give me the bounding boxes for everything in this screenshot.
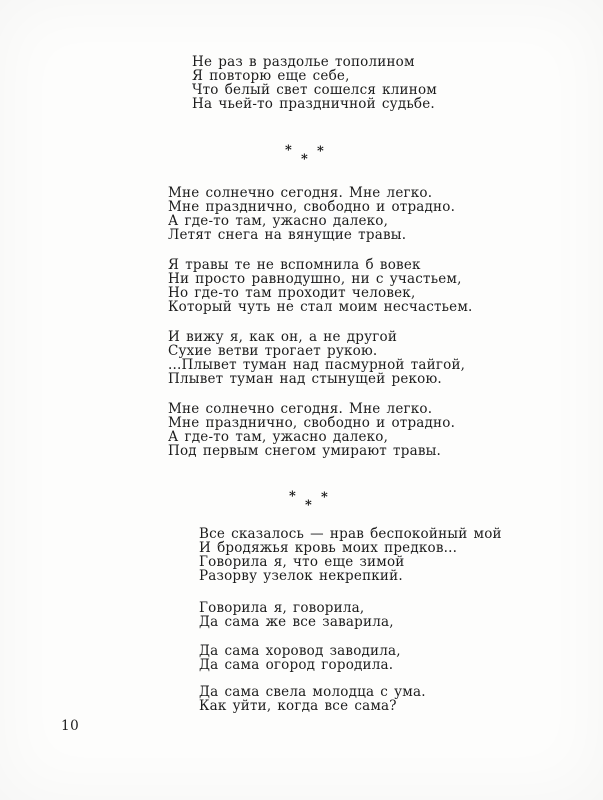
section-separator xyxy=(285,143,325,170)
poem-line: Да сама хоровод заводила, xyxy=(199,643,401,659)
page-number: 10 xyxy=(61,718,80,734)
poem-line: Не раз в раздолье тополином xyxy=(192,54,415,70)
poem-line: Под первым снегом умирают травы. xyxy=(168,443,442,459)
poem-line: Мне солнечно сегодня. Мне легко. xyxy=(168,401,433,417)
poem-line: Что белый свет сошелся клином xyxy=(192,82,437,98)
asterisk-icon: * xyxy=(289,489,296,504)
poem-line: Да сама свела молодца с ума. xyxy=(199,684,426,700)
asterisk-icon: * xyxy=(301,152,308,167)
asterisk-icon: * xyxy=(317,144,324,159)
poem-line: Говорила я, говорила, xyxy=(199,600,365,616)
stanza xyxy=(199,527,502,583)
poem-line: А где-то там, ужасно далеко, xyxy=(168,213,389,229)
poem-line: На чьей-то праздничной судьбе. xyxy=(192,96,435,112)
stanza xyxy=(168,186,455,242)
stanza xyxy=(199,685,426,713)
poem-line: Я повторю еще себе, xyxy=(192,68,350,84)
poem-line: Который чуть не стал моим несчастьем. xyxy=(168,299,473,315)
poem-line: Мне празднично, свободно и отрадно. xyxy=(168,415,456,431)
stanza xyxy=(192,55,437,111)
stanza xyxy=(168,258,473,314)
poem-line: И бродяжья кровь моих предков... xyxy=(199,540,458,556)
poem-line: Плывет туман над стынущей рекою. xyxy=(168,371,442,387)
poem-line: Говорила я, что еще зимой xyxy=(199,554,405,570)
stanza xyxy=(168,330,465,386)
poem-line: Сухие ветви трогает рукою. xyxy=(168,343,378,359)
poem-line: И вижу я, как он, а не другой xyxy=(168,329,398,345)
poem-line: Все сказалось — нрав беспокойный мой xyxy=(199,526,502,542)
poem-line: Но где-то там проходит человек, xyxy=(168,285,416,301)
stanza xyxy=(199,601,394,629)
poem-line: Как уйти, когда все сама? xyxy=(199,698,397,714)
stanza xyxy=(168,402,455,458)
poem-line: ...Плывет туман над пасмурной тайгой, xyxy=(168,357,466,373)
poem-line: Да сама же все заварила, xyxy=(199,614,394,630)
poem-line: Мне солнечно сегодня. Мне легко. xyxy=(168,185,433,201)
poem-line: А где-то там, ужасно далеко, xyxy=(168,429,389,445)
poem-line: Летят снега на вянущие травы. xyxy=(168,227,407,243)
poem-line: Я травы те не вспомнила б вовек xyxy=(168,257,421,273)
asterisk-icon: * xyxy=(321,490,328,505)
asterisk-icon: * xyxy=(305,498,312,513)
poem-line: Мне празднично, свободно и отрадно. xyxy=(168,199,456,215)
poem-line: Ни просто равнодушно, ни с участьем, xyxy=(168,271,462,287)
stanza xyxy=(199,644,401,672)
asterisk-icon: * xyxy=(285,143,292,158)
section-separator xyxy=(289,489,329,516)
poem-line: Да сама огород городила. xyxy=(199,657,394,673)
poem-line: Разорву узелок некрепкий. xyxy=(199,568,403,584)
